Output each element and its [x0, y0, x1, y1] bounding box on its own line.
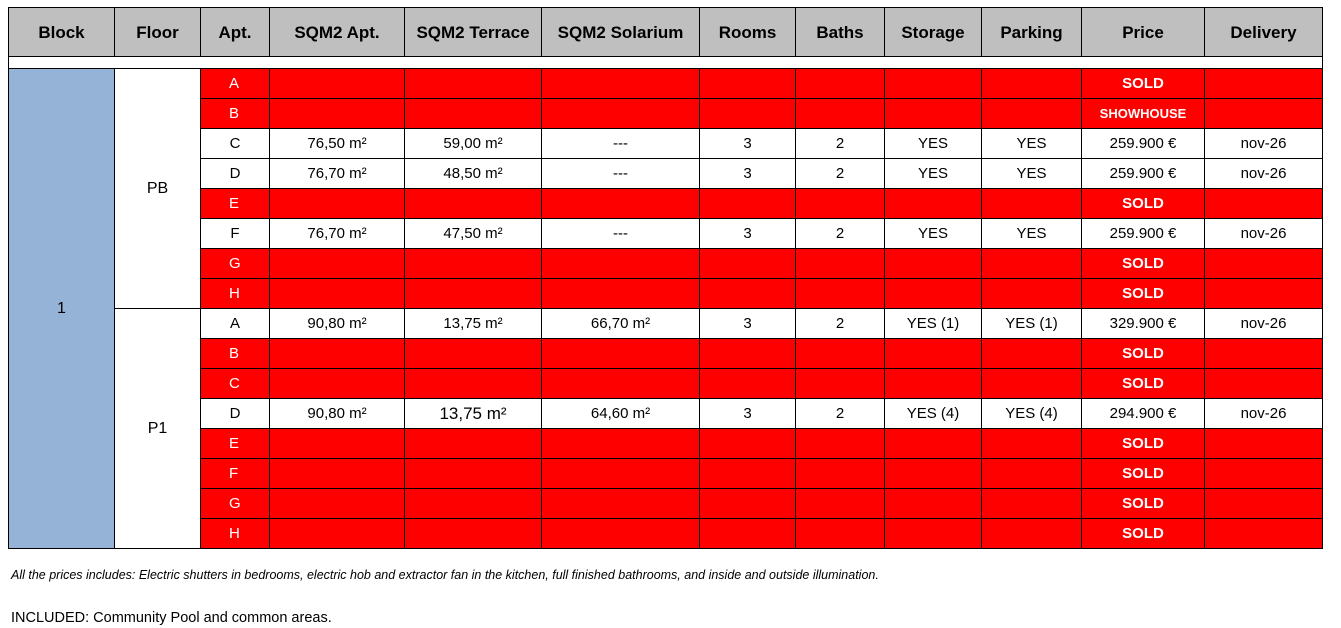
empty-cell [796, 369, 885, 399]
empty-cell [982, 189, 1082, 219]
empty-cell [542, 279, 700, 309]
table-row [9, 459, 1323, 489]
header-floor: Floor [115, 8, 201, 57]
table-row [9, 249, 1323, 279]
empty-cell [405, 189, 542, 219]
empty-cell [700, 459, 796, 489]
table-row [9, 219, 1323, 249]
empty-cell [982, 279, 1082, 309]
header-storage: Storage [885, 8, 982, 57]
empty-cell [405, 69, 542, 99]
sqm-apt-cell: 76,70 m² [270, 219, 405, 249]
sqm-apt-cell: 90,80 m² [270, 309, 405, 339]
parking-cell: YES (1) [982, 309, 1082, 339]
empty-cell [700, 189, 796, 219]
header-delivery: Delivery [1205, 8, 1323, 57]
baths-cell: 2 [796, 129, 885, 159]
empty-cell [542, 249, 700, 279]
status-badge: SOLD [1082, 279, 1205, 309]
sqm-terrace-cell: 13,75 m² [405, 399, 542, 429]
status-badge: SOLD [1082, 519, 1205, 549]
empty-cell [405, 429, 542, 459]
empty-cell [885, 489, 982, 519]
status-badge: SHOWHOUSE [1082, 99, 1205, 129]
empty-cell [270, 189, 405, 219]
status-badge: SOLD [1082, 489, 1205, 519]
status-badge: SOLD [1082, 459, 1205, 489]
status-badge: SOLD [1082, 369, 1205, 399]
empty-cell [700, 519, 796, 549]
rooms-cell: 3 [700, 309, 796, 339]
status-badge: SOLD [1082, 69, 1205, 99]
baths-cell: 2 [796, 219, 885, 249]
apt-cell: D [201, 159, 270, 189]
empty-cell [1205, 519, 1323, 549]
price-cell: 329.900 € [1082, 309, 1205, 339]
table-row [9, 309, 1323, 339]
table-row [9, 339, 1323, 369]
delivery-cell: nov-26 [1205, 309, 1323, 339]
header-sqm-apt: SQM2 Apt. [270, 8, 405, 57]
apartments-body [9, 69, 1323, 549]
table-row [9, 189, 1323, 219]
empty-cell [270, 69, 405, 99]
empty-cell [700, 369, 796, 399]
empty-cell [405, 339, 542, 369]
delivery-cell: nov-26 [1205, 219, 1323, 249]
empty-cell [270, 489, 405, 519]
empty-cell [885, 369, 982, 399]
empty-cell [405, 279, 542, 309]
delivery-cell: nov-26 [1205, 159, 1323, 189]
header-baths: Baths [796, 8, 885, 57]
empty-cell [885, 429, 982, 459]
table-row [9, 369, 1323, 399]
table-row [9, 519, 1323, 549]
rooms-cell: 3 [700, 219, 796, 249]
storage-cell: YES (1) [885, 309, 982, 339]
storage-cell: YES [885, 129, 982, 159]
empty-cell [542, 489, 700, 519]
empty-cell [270, 99, 405, 129]
sqm-solarium-cell: --- [542, 159, 700, 189]
empty-cell [700, 249, 796, 279]
empty-cell [405, 99, 542, 129]
rooms-cell: 3 [700, 399, 796, 429]
apt-cell: B [201, 99, 270, 129]
sqm-solarium-cell: 64,60 m² [542, 399, 700, 429]
empty-cell [270, 339, 405, 369]
table-row [9, 279, 1323, 309]
empty-cell [405, 459, 542, 489]
empty-cell [1205, 249, 1323, 279]
included-note: INCLUDED: Community Pool and common areas. [11, 610, 332, 626]
apt-cell: E [201, 189, 270, 219]
empty-cell [542, 339, 700, 369]
apt-cell: A [201, 309, 270, 339]
empty-cell [982, 489, 1082, 519]
empty-cell [1205, 189, 1323, 219]
price-table [8, 7, 1323, 549]
storage-cell: YES (4) [885, 399, 982, 429]
sqm-terrace-cell: 13,75 m² [405, 309, 542, 339]
status-badge: SOLD [1082, 339, 1205, 369]
header-row [9, 8, 1323, 57]
empty-cell [885, 519, 982, 549]
empty-cell [1205, 279, 1323, 309]
spacer-row [9, 57, 1323, 69]
empty-cell [796, 519, 885, 549]
empty-cell [796, 489, 885, 519]
rooms-cell: 3 [700, 129, 796, 159]
table-row [9, 429, 1323, 459]
apt-cell: F [201, 459, 270, 489]
empty-cell [700, 279, 796, 309]
apt-cell: C [201, 369, 270, 399]
empty-cell [796, 69, 885, 99]
empty-cell [542, 189, 700, 219]
empty-cell [982, 99, 1082, 129]
empty-cell [982, 429, 1082, 459]
rooms-cell: 3 [700, 159, 796, 189]
table-row [9, 99, 1323, 129]
empty-cell [982, 459, 1082, 489]
floor-cell: P1 [115, 309, 201, 549]
apt-cell: H [201, 279, 270, 309]
empty-cell [405, 249, 542, 279]
sqm-terrace-cell: 47,50 m² [405, 219, 542, 249]
empty-cell [1205, 369, 1323, 399]
empty-cell [700, 489, 796, 519]
table-row [9, 489, 1323, 519]
empty-cell [796, 459, 885, 489]
header-rooms: Rooms [700, 8, 796, 57]
sqm-solarium-cell: --- [542, 129, 700, 159]
empty-cell [1205, 339, 1323, 369]
empty-cell [885, 279, 982, 309]
empty-cell [796, 279, 885, 309]
empty-cell [1205, 69, 1323, 99]
apt-cell: H [201, 519, 270, 549]
table-row [9, 129, 1323, 159]
apt-cell: E [201, 429, 270, 459]
header-sqm-terrace: SQM2 Terrace [405, 8, 542, 57]
empty-cell [1205, 459, 1323, 489]
sqm-apt-cell: 76,70 m² [270, 159, 405, 189]
table-row [9, 159, 1323, 189]
empty-cell [542, 69, 700, 99]
sqm-terrace-cell: 48,50 m² [405, 159, 542, 189]
empty-cell [796, 189, 885, 219]
sqm-solarium-cell: 66,70 m² [542, 309, 700, 339]
empty-cell [270, 459, 405, 489]
parking-cell: YES [982, 129, 1082, 159]
table-row [9, 399, 1323, 429]
empty-cell [885, 99, 982, 129]
floor-cell: PB [115, 69, 201, 309]
empty-cell [982, 249, 1082, 279]
apt-cell: A [201, 69, 270, 99]
empty-cell [796, 99, 885, 129]
status-badge: SOLD [1082, 189, 1205, 219]
empty-cell [542, 99, 700, 129]
spacer-cell [9, 57, 1323, 69]
prices-include-note: All the prices includes: Electric shutters in bedrooms, electric hob and extractor fan in the kitchen, full finished bathrooms, and inside and outside illumination. [11, 568, 879, 582]
empty-cell [270, 279, 405, 309]
header-block: Block [9, 8, 115, 57]
empty-cell [270, 369, 405, 399]
empty-cell [796, 339, 885, 369]
empty-cell [405, 519, 542, 549]
empty-cell [982, 369, 1082, 399]
empty-cell [885, 339, 982, 369]
apt-cell: F [201, 219, 270, 249]
sqm-apt-cell: 76,50 m² [270, 129, 405, 159]
header-apt: Apt. [201, 8, 270, 57]
parking-cell: YES [982, 159, 1082, 189]
empty-cell [542, 429, 700, 459]
parking-cell: YES (4) [982, 399, 1082, 429]
header-price: Price [1082, 8, 1205, 57]
header-parking: Parking [982, 8, 1082, 57]
empty-cell [1205, 429, 1323, 459]
empty-cell [885, 69, 982, 99]
empty-cell [1205, 99, 1323, 129]
storage-cell: YES [885, 219, 982, 249]
empty-cell [796, 429, 885, 459]
storage-cell: YES [885, 159, 982, 189]
empty-cell [982, 519, 1082, 549]
empty-cell [270, 519, 405, 549]
empty-cell [542, 519, 700, 549]
empty-cell [270, 429, 405, 459]
sqm-terrace-cell: 59,00 m² [405, 129, 542, 159]
baths-cell: 2 [796, 159, 885, 189]
apt-cell: B [201, 339, 270, 369]
apt-cell: G [201, 249, 270, 279]
header-sqm-solarium: SQM2 Solarium [542, 8, 700, 57]
empty-cell [405, 489, 542, 519]
apt-cell: G [201, 489, 270, 519]
empty-cell [796, 249, 885, 279]
empty-cell [885, 189, 982, 219]
empty-cell [1205, 489, 1323, 519]
empty-cell [700, 69, 796, 99]
block-cell: 1 [9, 69, 115, 549]
empty-cell [885, 459, 982, 489]
empty-cell [270, 249, 405, 279]
delivery-cell: nov-26 [1205, 129, 1323, 159]
empty-cell [700, 99, 796, 129]
empty-cell [982, 69, 1082, 99]
sqm-solarium-cell: --- [542, 219, 700, 249]
sqm-apt-cell: 90,80 m² [270, 399, 405, 429]
baths-cell: 2 [796, 309, 885, 339]
apt-cell: C [201, 129, 270, 159]
price-cell: 294.900 € [1082, 399, 1205, 429]
empty-cell [542, 369, 700, 399]
parking-cell: YES [982, 219, 1082, 249]
delivery-cell: nov-26 [1205, 399, 1323, 429]
price-cell: 259.900 € [1082, 159, 1205, 189]
empty-cell [982, 339, 1082, 369]
baths-cell: 2 [796, 399, 885, 429]
price-cell: 259.900 € [1082, 129, 1205, 159]
empty-cell [700, 339, 796, 369]
table-row [9, 69, 1323, 99]
status-badge: SOLD [1082, 429, 1205, 459]
empty-cell [405, 369, 542, 399]
empty-cell [885, 249, 982, 279]
price-list-sheet [8, 7, 1323, 549]
price-cell: 259.900 € [1082, 219, 1205, 249]
empty-cell [700, 429, 796, 459]
empty-cell [542, 459, 700, 489]
apt-cell: D [201, 399, 270, 429]
status-badge: SOLD [1082, 249, 1205, 279]
